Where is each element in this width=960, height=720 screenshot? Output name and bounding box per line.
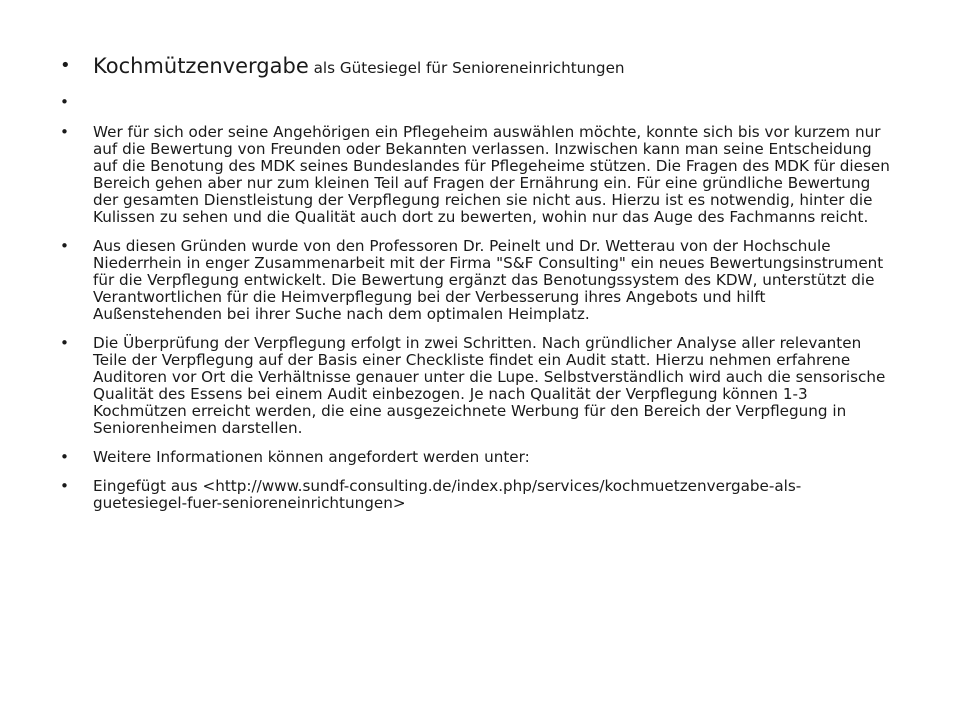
paragraph-source (60, 478, 890, 512)
title-main: Kochmützenvergabe (93, 54, 309, 78)
bullet-icon: • (60, 334, 69, 352)
paragraph-text: Aus diesen Gründen wurde von den Professoren Dr. Peinelt und Dr. Wetterau von der Hochschule Niederrhein in enger Zusammenarbeit mit der Firma "S&F Consulting" ein neues Bewertungsinstrument für die Verpflegung entwickelt. Die Bewertung ergänzt das Benotungssystem des KDW, unterstützt die Verantwortlichen für die Heimverpflegung bei der Verbesserung ihres Angebots und hilft Außenstehenden bei ihrer Suche nach dem optimalen Heimplatz. (93, 237, 884, 323)
slide-title (60, 52, 890, 82)
title-sub: als Gütesiegel für Senioreneinrichtungen (308, 59, 625, 77)
paragraph-process (60, 335, 890, 437)
bullet-icon: • (60, 237, 69, 255)
empty-bullet-item (60, 94, 890, 111)
source-link-text[interactable]: Eingefügt aus <http://www.sundf-consulting.de/index.php/services/kochmuetzenvergabe-als-guetesiegel-fuer-senioreneinrichtungen> (93, 477, 802, 512)
paragraph-text: Wer für sich oder seine Angehörigen ein Pflegeheim auswählen möchte, konnte sich bis vor kurzem nur auf die Bewertung von Freunden oder Bekannten verlassen. Inzwischen kann man seine Entscheidung auf die Benotung des MDK seines Bundeslandes für Pflegeheime stützen. Die Fragen des MDK für diesen Bereich gehen aber nur zum kleinen Teil auf Fragen der Ernährung ein. Für eine gründliche Bewertung der gesamten Dienstleistung der Verpflegung reichen sie nicht aus. Hierzu ist es notwendig, hinter die Kulissen zu sehen und die Qualität auch dort zu bewerten, wohin nur das Auge des Fachmanns reicht. (93, 123, 890, 226)
paragraph-text: Die Überprüfung der Verpflegung erfolgt in zwei Schritten. Nach gründlicher Analyse aller relevanten Teile der Verpflegung auf der Basis einer Checkliste findet ein Audit statt. Hierzu nehmen erfahrene Auditoren vor Ort die Verhältnisse genauer unter die Lupe. Selbstverständlich wird auch die sensorische Qualität des Essens bei einem Audit einbezogen. Je nach Qualität der Verpflegung können 1-3 Kochmützen erreicht werden, die eine ausgezeichnete Werbung für den Bereich der Verpflegung in Seniorenheimen darstellen. (93, 334, 886, 437)
bullet-icon: • (60, 93, 69, 111)
bullet-list (60, 52, 890, 524)
bullet-icon: • (60, 55, 71, 76)
paragraph-intro (60, 124, 890, 226)
paragraph-info (60, 449, 890, 466)
bullet-icon: • (60, 448, 69, 466)
paragraph-development (60, 238, 890, 323)
bullet-icon: • (60, 123, 69, 141)
paragraph-text: Weitere Informationen können angefordert werden unter: (93, 448, 530, 466)
bullet-icon: • (60, 477, 69, 495)
